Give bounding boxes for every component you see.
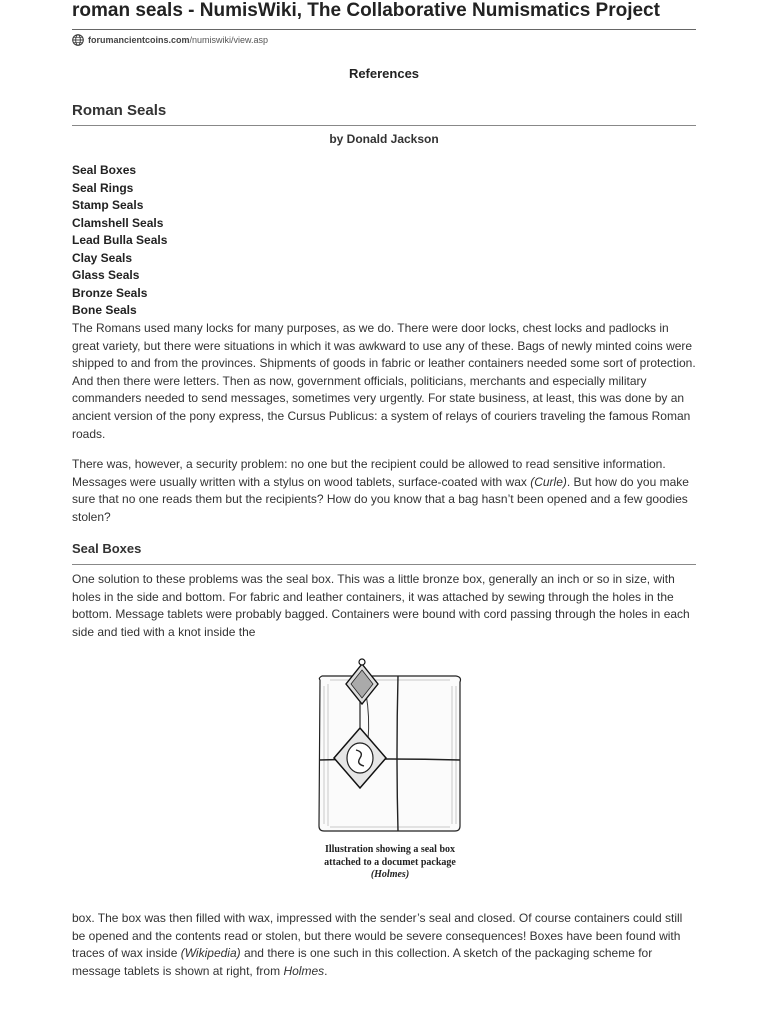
citation-holmes: Holmes bbox=[283, 963, 325, 978]
source-url[interactable] bbox=[72, 33, 268, 47]
url-path: /numiswiki/view.asp bbox=[189, 35, 269, 45]
seal-boxes-paragraph-2 bbox=[72, 910, 696, 980]
toc-item-lead-bulla-seals[interactable]: Lead Bulla Seals bbox=[72, 233, 168, 247]
section-divider bbox=[72, 125, 696, 126]
figure-caption bbox=[305, 844, 475, 882]
toc-item-clamshell-seals[interactable]: Clamshell Seals bbox=[72, 215, 164, 230]
references-link[interactable]: References bbox=[348, 66, 420, 81]
caption-line-1: Illustration showing a seal box bbox=[324, 844, 456, 855]
intro-paragraph-1: The Romans used many locks for many purposes, as we do. There were door locks, chest locks and padlocks in great variety, but there were situations in which it was awkward to use any of these. Bags of newly minted coins were shipped to and from the provinces. Shipments of goods in fabric or leather containers needed some sort of protection. And then there were letters. Then as now, government officials, politicians, merchants and especially military commanders needed to send messages, sometimes very urgently. For state business, at least, this was done by an ancient version of the pony express, the Cursus Publicus: a system of relays of couriers traveling the famous Roman roads. bbox=[72, 321, 696, 441]
seal-text-c: . bbox=[324, 963, 328, 978]
toc-item-bone-seals[interactable]: Bone Seals bbox=[72, 303, 137, 317]
toc-item-glass-seals[interactable]: Glass Seals bbox=[72, 268, 140, 282]
toc-item-bronze-seals[interactable]: Bronze Seals bbox=[72, 285, 148, 300]
caption-line-2: attached to a documet package bbox=[324, 856, 456, 868]
author-byline: by Donald Jackson bbox=[329, 132, 439, 146]
intro-paragraph-2 bbox=[72, 456, 696, 526]
table-of-contents bbox=[72, 162, 167, 320]
intro-text-b: . But how do you make sure that no one reads them but the recipients? How do you know that a bag hasn’t been opened and a few goodies stolen? bbox=[72, 474, 689, 524]
url-domain: forumancientcoins.com bbox=[88, 35, 190, 45]
intro-text-a: There was, however, a security problem: no one but the recipient could be allowed to read sensitive information. Messages were usually written with a stylus on wood tablets, surface-coated with wax bbox=[72, 457, 666, 489]
title-divider bbox=[72, 29, 696, 30]
citation-curle: (Curle) bbox=[530, 474, 567, 489]
caption-source: (Holmes) bbox=[370, 869, 410, 880]
section-heading-seal-boxes: Seal Boxes bbox=[72, 541, 142, 556]
seal-text-b: and there is one such in this collection. A sketch of the packaging scheme for message tablets is shown at right, from bbox=[72, 946, 653, 978]
globe-icon bbox=[72, 34, 84, 46]
section-heading-roman-seals: Roman Seals bbox=[72, 102, 167, 119]
toc-item-seal-rings[interactable]: Seal Rings bbox=[72, 180, 134, 195]
seal-boxes-paragraph-1: One solution to these problems was the seal box. This was a little bronze box, generally an inch or so in size, with holes in the side and bottom. For fabric and leather containers, it was attached by sewing through the holes in the bottom. Message tablets were probably bagged. Containers were bound with cord passing through the holes in each side and tied with a knot inside the bbox=[72, 572, 690, 639]
toc-item-clay-seals[interactable]: Clay Seals bbox=[72, 250, 133, 265]
toc-item-stamp-seals[interactable]: Stamp Seals bbox=[72, 198, 144, 212]
page-title: roman seals - NumisWiki, The Collaborative Numismatics Project bbox=[72, 0, 660, 21]
seal-text-a: box. The box was then filled with wax, impressed with the sender’s seal and closed. Of course containers could still be opened and the contents read or stolen, but there would be severe consequences! Boxes have been found with traces of wax inside bbox=[72, 911, 683, 961]
citation-wikipedia: (Wikipedia) bbox=[180, 946, 241, 961]
section-divider bbox=[72, 564, 696, 565]
toc-item-seal-boxes[interactable]: Seal Boxes bbox=[72, 163, 137, 177]
